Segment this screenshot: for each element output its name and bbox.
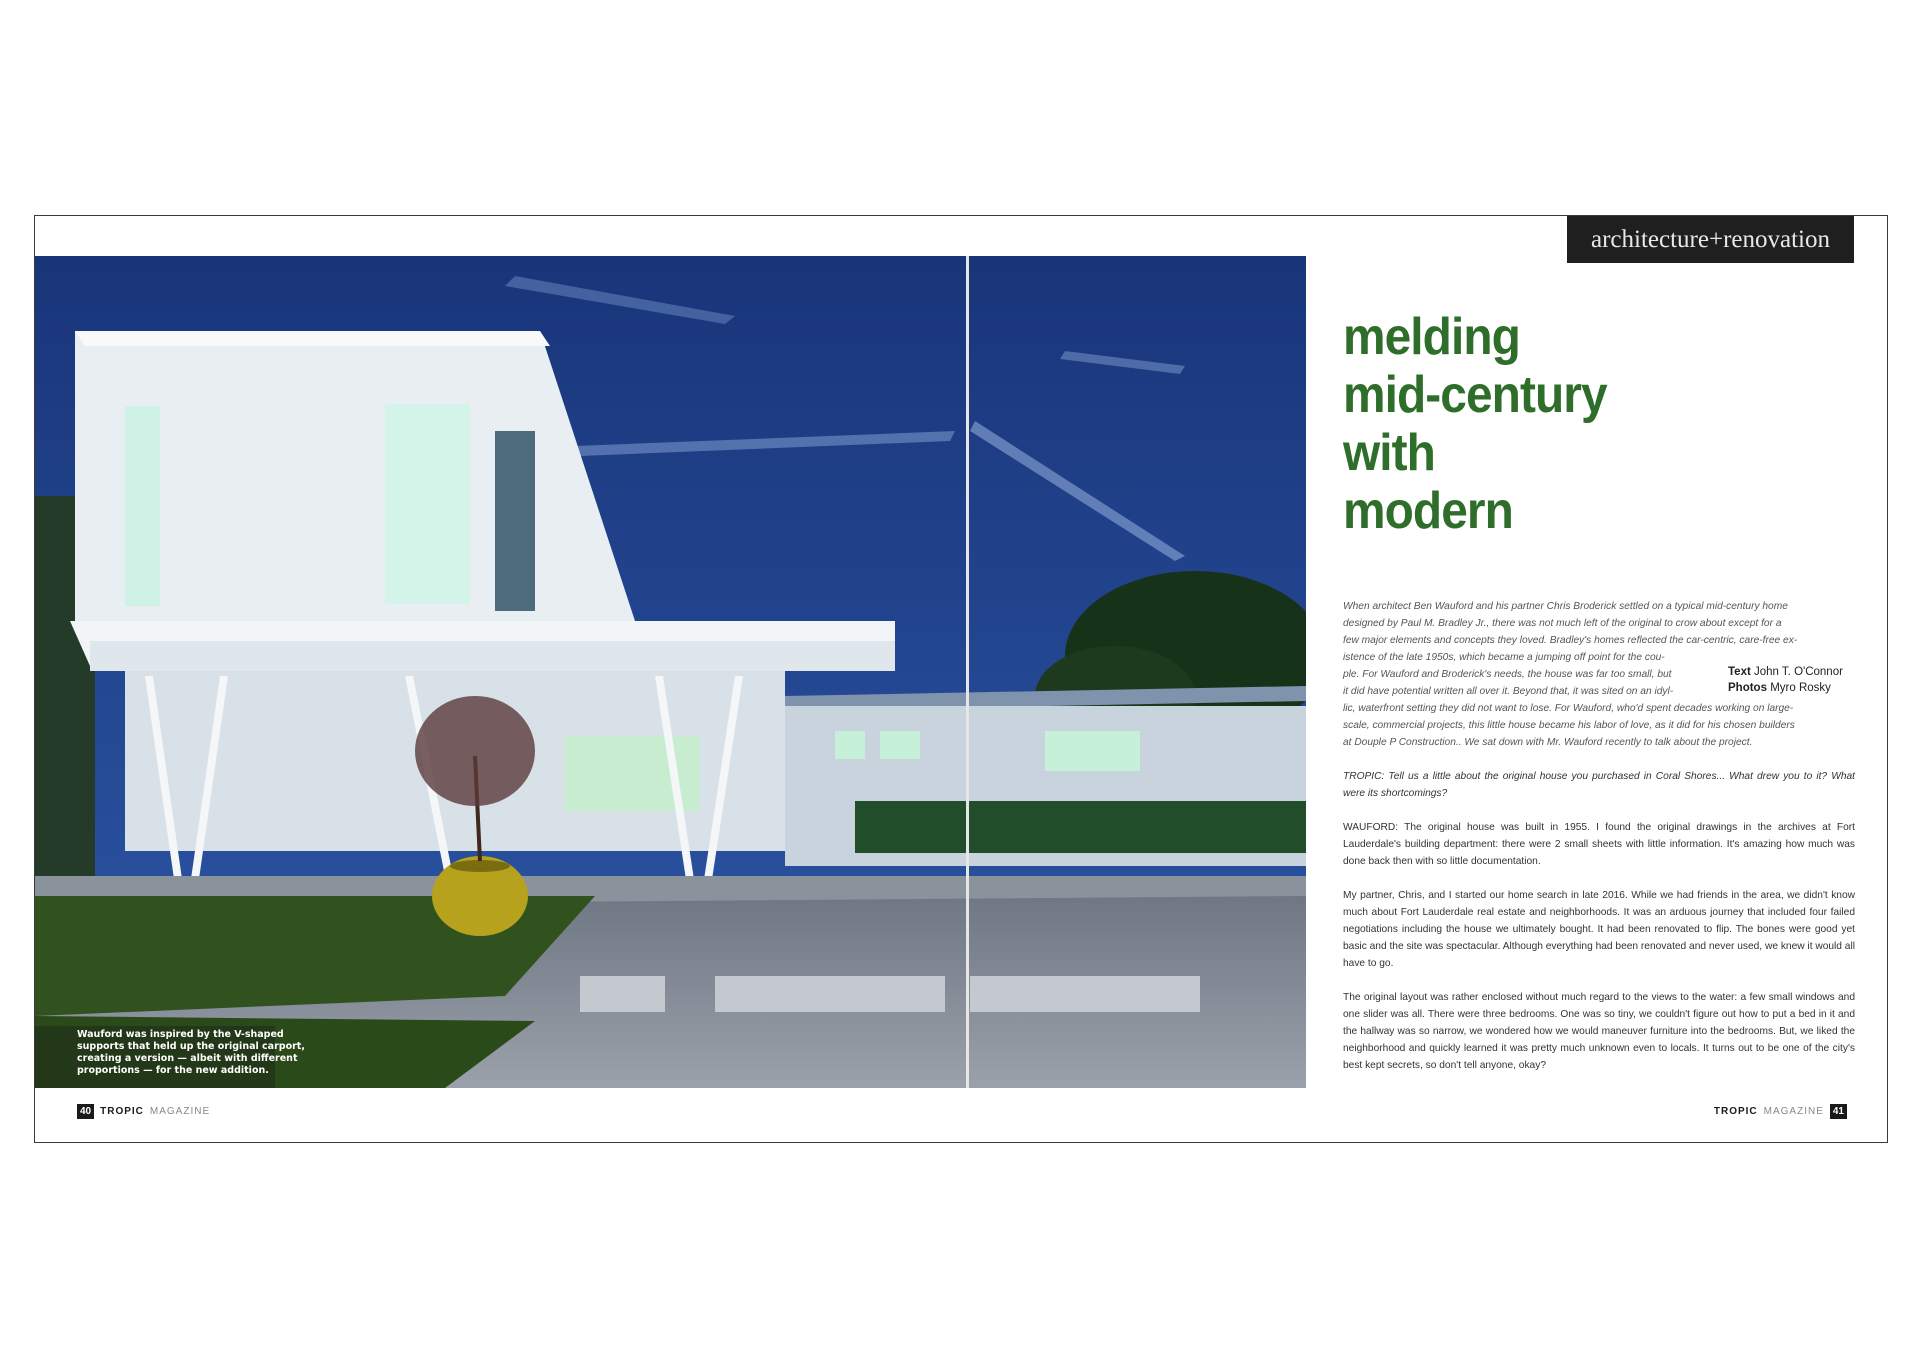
intro-paragraph: When architect Ben Wauford and his partner Chris Broderick settled on a typical mid-century home designed by Paul M. Bradley Jr., there was not much left of the original to crow about except for a few major elements and concepts they loved. Bradley's homes reflected the car-centric, care-free ex- istence of the late 1950s, which became a jumping off point for the cou- ple. For Wauford and Broderick's needs, the house was far too small, but it did have potential written all over it. Beyond that, it was sited on an idyl- lic, waterfront setting they did not want to lose. For Wauford, who'd spent decades working on large- scale, commercial projects, this little house became his labor of love, as it did for his chosen builders at Douple P Construction.. We sat down with Mr. Wauford recently to talk about the project. (1343, 601, 1798, 748)
folio-brand-left: TROPIC (100, 1105, 144, 1117)
text-credit-label: Text (1728, 666, 1751, 678)
photo-credit-name: Myro Rosky (1770, 682, 1831, 694)
folio-left (77, 1101, 210, 1121)
folio-brand-right: TROPIC (1713, 1105, 1758, 1117)
folio-mag-right: MAGAZINE (1763, 1105, 1824, 1117)
headline (1343, 308, 1607, 540)
folio-right (1714, 1101, 1847, 1121)
house-illustration (35, 256, 1306, 1088)
photo-caption: Wauford was inspired by the V-shaped supports that held up the original carport, creating a version — albeit with different proportions — for the new addition. (77, 1029, 305, 1076)
magazine-spread (34, 215, 1888, 1143)
section-tag: architecture+renovation (1567, 216, 1854, 263)
house-photo (35, 256, 1306, 1088)
folio-mag-left: MAGAZINE (149, 1105, 211, 1117)
headline-line-1: melding (1343, 308, 1520, 366)
headline-line-4: modern (1343, 482, 1513, 540)
answer-paragraph-1: WAUFORD: The original house was built in 1955. I found the original drawings in the archives at Fort Lauderdale's building department: there were 2 small sheets with little information. It's amazing how much was done back then with so little documentation. (1343, 822, 1855, 867)
page-gutter (966, 256, 969, 1088)
page-number-right: 41 (1830, 1104, 1847, 1119)
answer-paragraph-3: The original layout was rather enclosed without much regard to the views to the water: a few small windows and one slider was all. There were three bedrooms. One was so tiny, we couldn't figure out how to put a bed in it and the hallway was so narrow, we wondered how we would maneuver furniture into the bedrooms. But, we liked the neighborhood and quickly learned it was pretty much unknown even to locals. It turns out to be one of the city's best kept secrets, so don't tell anyone, okay? (1343, 992, 1855, 1071)
page-number-left: 40 (77, 1104, 94, 1119)
photo-credit-label: Photos (1728, 682, 1767, 694)
headline-line-3: with (1343, 424, 1435, 482)
answer-paragraph-2: My partner, Chris, and I started our home search in late 2016. While we had friends in the area, we didn't know much about Fort Lauderdale real estate and neighborhoods. It was an arduous journey that included four failed negotiations including the house we ultimately bought. It had been renovated to flip. The bones were good yet basic and the site was spectacular. Although everything had been renovated and never used, we knew it would all have to go. (1343, 890, 1855, 969)
credits (1728, 664, 1843, 696)
interview-question: TROPIC: Tell us a little about the original house you purchased in Coral Shores... What drew you to it? What were its shortcomings? (1343, 771, 1855, 799)
text-credit-name: John T. O'Connor (1754, 666, 1843, 678)
headline-line-2: mid-century (1343, 366, 1607, 424)
